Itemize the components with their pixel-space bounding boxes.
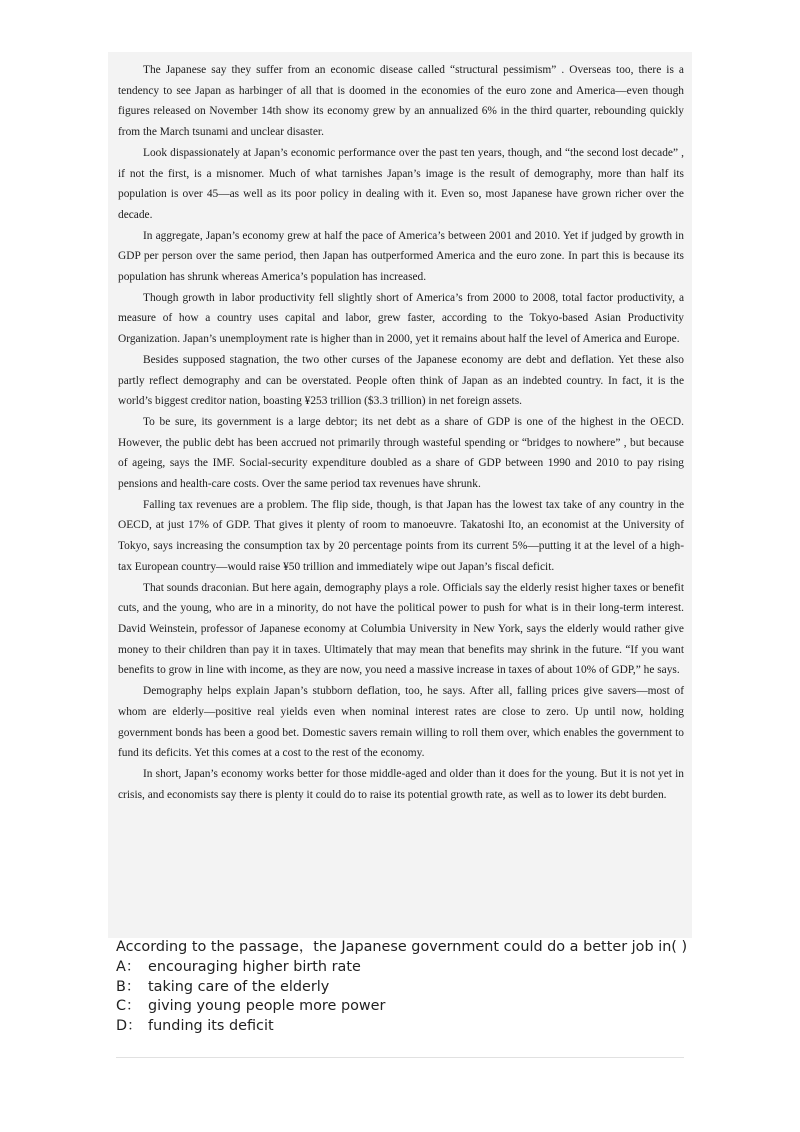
option-text: giving young people more power: [148, 998, 386, 1015]
paragraph-2: Look dispassionately at Japan’s economic performance over the past ten years, though, and “the second lost decade” , if not the first, is a misnomer. Much of what tarnishes Japan’s image is the result of demography, more than half its population is over 45—as well as its poor policy in dealing with it. Even so, most Japanese have grown richer over the decade.: [118, 146, 684, 221]
option-text: taking care of the elderly: [148, 978, 330, 995]
paragraph-4: Though growth in labor productivity fell slightly short of America’s from 2000 to 2008, total factor productivity, a measure of how a country uses capital and labor, grew faster, according to the Tokyo-based Asian Productivity Organization. Japan’s unemployment rate is higher than in 2000, yet it remains about half the level of America and Europe.: [118, 291, 684, 346]
paragraph-6: To be sure, its government is a large debtor; its net debt as a share of GDP is one of the highest in the OECD. However, the public debt has been accrued not primarily through wasteful spending or “bridges to nowhere” , but because of ageing, says the IMF. Social-security expenditure doubled as a share of GDP between 1990 and 2010 to pay rising pensions and health-care costs. Over the same period tax revenues have shrunk.: [118, 415, 684, 491]
option-b[interactable]: [116, 978, 696, 998]
question-block: [116, 938, 696, 1037]
option-d[interactable]: [116, 1017, 696, 1037]
option-letter: B：: [116, 978, 141, 995]
paragraph-8: That sounds draconian. But here again, demography plays a role. Officials say the elderly resist higher taxes or benefit cuts, and the young, who are in a minority, do not have the political power to push for what is in their long-term interest. David Weinstein, professor of Japanese economy at Columbia University in New York, says the elderly would rather give money to their children than pay it in taxes. Ultimately that may mean that benefits may shrink in the future. “If you want benefits to grow in line with income, as they are now, you need a massive increase in taxes of about 10% of GDP,” he says.: [118, 581, 684, 677]
paragraph-1: The Japanese say they suffer from an economic disease called “structural pessimism” . Overseas too, there is a tendency to see Japan as harbinger of all that is doomed in the economies of the euro zone and America—even though figures released on November 14th show its economy grew by an annualized 6% in the third quarter, rebounding quickly from the March tsunami and unclear disaster.: [118, 64, 684, 139]
option-text: encouraging higher birth rate: [148, 958, 361, 975]
option-letter: C：: [116, 998, 141, 1015]
option-a[interactable]: [116, 958, 696, 978]
paragraph-3: In aggregate, Japan’s economy grew at half the pace of America’s between 2001 and 2010. Yet if judged by growth in GDP per person over the same period, then Japan has outperformed America and the euro zone. In part this is because its population has shrunk whereas America’s population has increased.: [118, 229, 684, 284]
passage-text: [108, 52, 692, 805]
option-text: funding its deficit: [148, 1018, 274, 1035]
passage-scan: [108, 52, 692, 938]
option-c[interactable]: [116, 997, 696, 1017]
divider: [116, 1057, 684, 1058]
option-letter: A：: [116, 958, 141, 975]
paragraph-7: Falling tax revenues are a problem. The flip side, though, is that Japan has the lowest tax take of any country in the OECD, at just 17% of GDP. That gives it plenty of room to manoeuvre. Takatoshi Ito, an economist at the University of Tokyo, says increasing the consumption tax by 20 percentage points from its current 5%—putting it at the level of a high-tax European country—would raise ¥50 trillion and immediately wipe out Japan’s fiscal deficit.: [118, 498, 684, 573]
question-stem: According to the passage，the Japanese government could do a better job in( ): [116, 939, 688, 955]
paragraph-10: In short, Japan’s economy works better for those middle-aged and older than it does for the young. But it is not yet in crisis, and economists say there is plenty it could do to raise its potential growth rate, as well as to lower its debt burden.: [118, 767, 684, 801]
paragraph-5: Besides supposed stagnation, the two other curses of the Japanese economy are debt and deflation. Yet these also partly reflect demography and can be overstated. People often think of Japan as an indebted country. In fact, it is the world’s biggest creditor nation, boasting ¥253 trillion ($3.3 trillion) in net foreign assets.: [118, 353, 684, 408]
paragraph-9: Demography helps explain Japan’s stubborn deflation, too, he says. After all, falling prices give savers—most of whom are elderly—positive real yields even when nominal interest rates are close to zero. Up until now, holding government bonds has been a good bet. Domestic savers remain willing to roll them over, which enables the government to fund its deficits. Yet this comes at a cost to the rest of the economy.: [118, 685, 684, 760]
option-letter: D：: [116, 1018, 142, 1035]
